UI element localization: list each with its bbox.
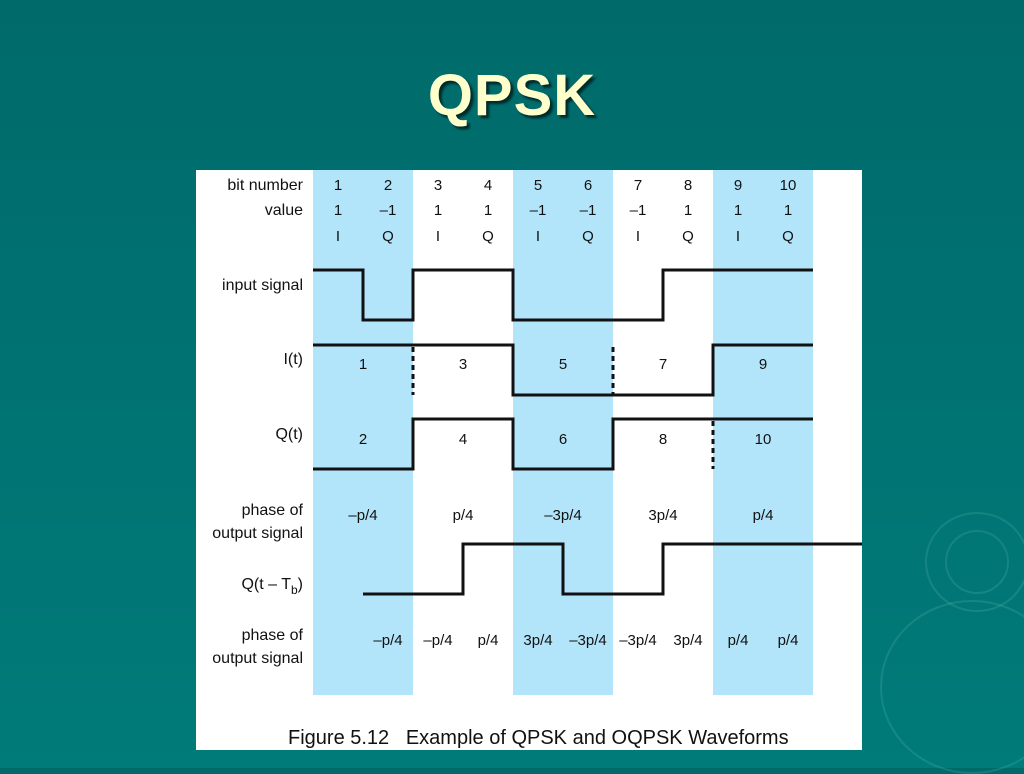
bit-iq-cell: I xyxy=(735,228,741,245)
i-t-symbol-labels xyxy=(359,356,767,373)
q-t-label: 6 xyxy=(558,431,568,448)
bit-iq-cell: I xyxy=(535,228,541,245)
i-t-label: 5 xyxy=(558,356,568,373)
bit-number-cell: 9 xyxy=(733,177,743,194)
phase-1-cell: –3p/4 xyxy=(544,507,582,524)
figure-caption: Figure 5.12 Example of QPSK and OQPSK Waveforms xyxy=(288,727,789,749)
phase-1-cell: 3p/4 xyxy=(648,507,678,524)
phase-1-cell: p/4 xyxy=(752,507,774,524)
i-t-label: 3 xyxy=(458,356,468,373)
phase-2-cell: 3p/4 xyxy=(673,632,703,649)
row-label-bit-number: bit number xyxy=(227,177,303,194)
bit-iq-cell: Q xyxy=(782,228,794,245)
bit-iq-cell: Q xyxy=(382,228,394,245)
phase-2-cell: –p/4 xyxy=(423,632,453,649)
q-t-symbol-labels xyxy=(359,431,772,448)
slide-title: QPSK xyxy=(427,63,597,128)
bit-value-cell: 1 xyxy=(783,202,793,219)
bit-number-cell: 7 xyxy=(633,177,643,194)
bit-number-cell: 6 xyxy=(583,177,593,194)
bit-iq-cell: I xyxy=(435,228,441,245)
bit-number-cell: 8 xyxy=(683,177,693,194)
bit-value-cell: –1 xyxy=(579,202,597,219)
q-t-label: 10 xyxy=(754,431,772,448)
bit-number-cell: 3 xyxy=(433,177,443,194)
row-label-phase-2b: output signal xyxy=(212,650,303,667)
bit-number-cell: 10 xyxy=(779,177,797,194)
bit-value-cell: –1 xyxy=(629,202,647,219)
phase-2-cell: p/4 xyxy=(727,632,749,649)
row-label-q-t-minus-tb: $Q(t - T_b)$ xyxy=(241,576,303,597)
bit-iq-cell: I xyxy=(635,228,641,245)
i-t-label: 9 xyxy=(758,356,768,373)
bit-number-cell: 2 xyxy=(383,177,393,194)
ripple-decoration-3 xyxy=(880,600,1024,774)
row-label-phase-1b: output signal xyxy=(212,525,303,542)
phase-2-cell: 3p/4 xyxy=(523,632,553,649)
q-t-label: 8 xyxy=(658,431,668,448)
phase-2-cell: –p/4 xyxy=(373,632,403,649)
phase-1-cell: p/4 xyxy=(452,507,474,524)
row-label-input-signal: input signal xyxy=(222,277,303,294)
phase-2-cell: –3p/4 xyxy=(619,632,657,649)
row-label-q-t: Q(t) xyxy=(275,426,303,443)
phase-row-2 xyxy=(373,632,798,649)
bit-value-cell: 1 xyxy=(333,202,343,219)
bit-iq-cell: Q xyxy=(482,228,494,245)
row-label-phase-2a: phase of xyxy=(241,627,303,644)
i-t-label: 1 xyxy=(358,356,368,373)
i-t-label: 7 xyxy=(658,356,668,373)
bit-value-cell: 1 xyxy=(683,202,693,219)
bit-iq-cell: I xyxy=(335,228,341,245)
phase-2-cell: –3p/4 xyxy=(569,632,607,649)
bit-value-cell: 1 xyxy=(733,202,743,219)
row-label-value: value xyxy=(264,202,303,219)
phase-2-cell: p/4 xyxy=(477,632,499,649)
bit-number-cell: 1 xyxy=(333,177,343,194)
ripple-decoration-2 xyxy=(925,512,1024,612)
row-label-i-t: I(t) xyxy=(283,351,303,368)
phase-1-cell: –p/4 xyxy=(348,507,378,524)
q-t-label: 2 xyxy=(358,431,368,448)
bit-value-cell: –1 xyxy=(379,202,397,219)
bit-value-cell: –1 xyxy=(529,202,547,219)
bit-iq-cell: Q xyxy=(682,228,694,245)
bit-iq-cell: Q xyxy=(582,228,594,245)
bit-value-cell: 1 xyxy=(483,202,493,219)
bit-number-cell: 4 xyxy=(483,177,493,194)
phase-2-cell: p/4 xyxy=(777,632,799,649)
bit-number-cell: 5 xyxy=(533,177,543,194)
q-t-label: 4 xyxy=(458,431,468,448)
figure-panel xyxy=(196,170,862,750)
bit-value-cell: 1 xyxy=(433,202,443,219)
waveform-figure xyxy=(196,170,862,750)
row-label-phase-1a: phase of xyxy=(241,502,303,519)
